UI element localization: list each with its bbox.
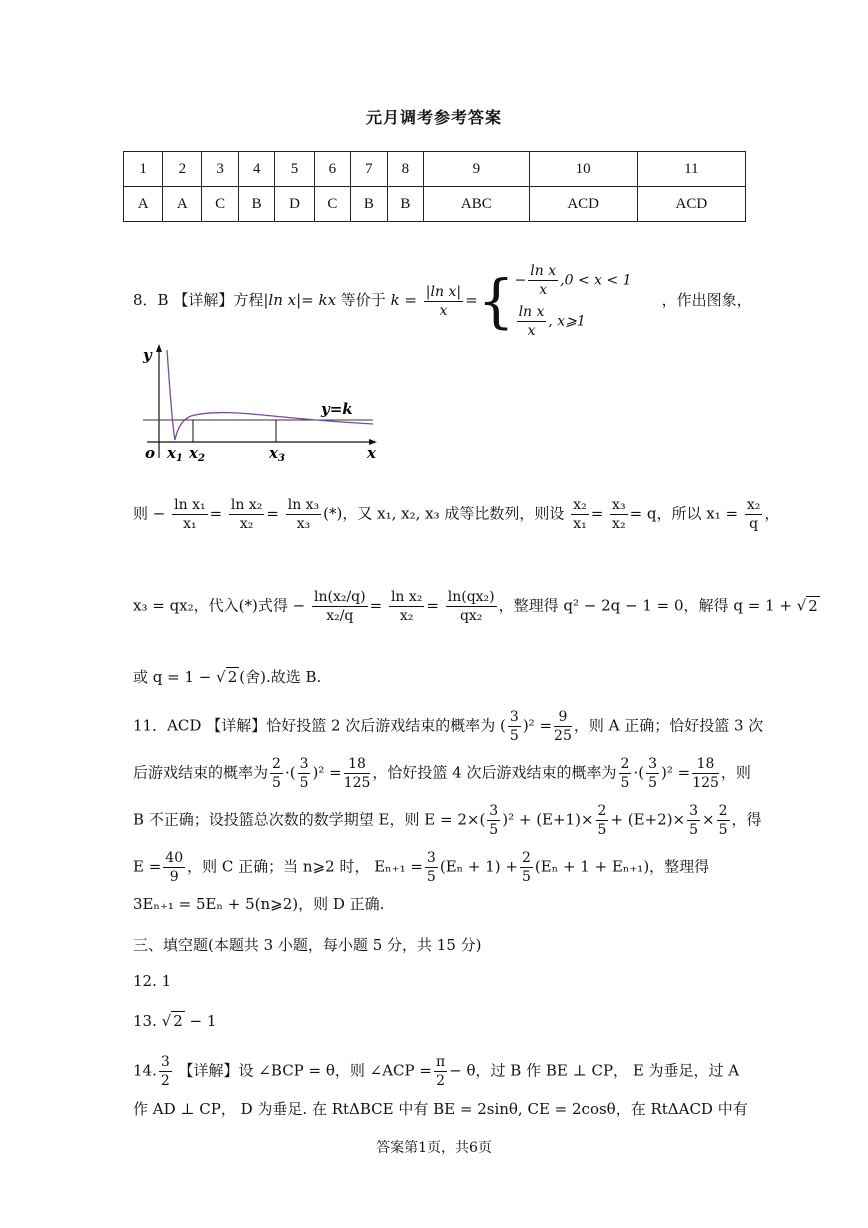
line-b-frac2: $\frac{\text{ln x₂}}{\text{x₂}}$ bbox=[390, 589, 423, 624]
answer-table-answer-cell: A bbox=[124, 187, 163, 222]
answer-table-number-cell: 7 bbox=[351, 152, 387, 187]
answer-table-answer-cell: C bbox=[314, 187, 350, 222]
page-title: 元月调考参考答案 bbox=[365, 108, 502, 127]
answer-table-number-cell: 4 bbox=[238, 152, 274, 187]
q12-answer: 12. 1 bbox=[133, 972, 172, 990]
answer-table-number-cell: 3 bbox=[202, 152, 238, 187]
q8-case-1: − $\frac{\text{ln x}}{x}$ ,0 < x < 1 bbox=[514, 263, 632, 298]
q11-line-5: 3Eₙ₊₁ = 5Eₙ + 5(n⩾2)，则 D 正确. bbox=[133, 895, 385, 913]
q8-head: 8．B 【详解】方程 bbox=[133, 291, 264, 309]
q14-line-1: 14. $\frac{3}{2}$ 【详解】设 ∠BCP = θ，则 ∠ACP = $\frac{\pi}{2}$ − θ，过 B 作 BE ⊥ CP， E 为垂足，过 A bbox=[133, 1054, 740, 1089]
q8-brace: { bbox=[477, 267, 515, 335]
answer-table-answer-row bbox=[124, 187, 746, 222]
y-axis-arrow bbox=[156, 344, 162, 352]
line-a-eq-q: = q，所以 x₁ = bbox=[629, 504, 739, 523]
q11-line-3: B 不正确；设投篮总次数的数学期望 E，则 E = 2×( $\frac{3}{5}$ )² + (E+1)× $\frac{2}{5}$ + (E+2)× $\frac{3}{5}$ × $\frac{2}{5}$ ，得 bbox=[133, 803, 762, 838]
section-3-heading: 三、填空题(本题共 3 小题，每小题 5 分，共 15 分) bbox=[133, 936, 482, 954]
answer-table-number-cell: 11 bbox=[637, 152, 745, 187]
q8-case1-cond: ,0 < x < 1 bbox=[560, 272, 632, 289]
line-b-pre: x₃ = qx₂，代入(*)式得 − bbox=[133, 596, 306, 615]
q8-case-2 bbox=[515, 303, 632, 340]
line-a-frac3: $\frac{\text{ln x₃}}{\text{x₃}}$ bbox=[287, 497, 320, 532]
answer-table-answer-cell: B bbox=[387, 187, 423, 222]
q8-case1-num: ln x bbox=[530, 263, 557, 279]
y-label: y bbox=[143, 346, 152, 364]
answer-table-answer-cell: B bbox=[238, 187, 274, 222]
q8-case2-den: x bbox=[527, 323, 536, 339]
line-a-pre: 则 − bbox=[133, 504, 166, 523]
q8-eq1: |ln x|= kx bbox=[263, 291, 337, 309]
q8-line-b: x₃ = qx₂，代入(*)式得 − $\frac{\text{ln(x₂/q)}}{\text{x₂/q}}$ = $\frac{\text{ln x₂}}{\text{x₂}}$ = $\frac{\text{ln(qx₂)}}{\text{qx₂}}$ ，整理得 q² − 2q − 1 = 0，解得 q = 1 + √ 2 bbox=[133, 589, 818, 624]
q8-case1-den: x bbox=[539, 282, 548, 298]
answer-table-number-cell: 8 bbox=[387, 152, 423, 187]
origin-label: o bbox=[145, 444, 156, 462]
line-a-frac4: $\frac{\text{x₂}}{\text{x₁}}$ bbox=[573, 497, 587, 532]
answer-table-number-cell: 2 bbox=[163, 152, 202, 187]
line-b-sqrt: 2 bbox=[808, 596, 818, 615]
q8-line: 8．B 【详解】方程|ln x|= kx 等价于 k = $\frac{\text{|ln x|}}{x}$ ={ − $\frac{\text{ln x}}{x}$ ,0 < x < 1 $\frac{\text{ln x}}{x}$ , x⩾1 ，作出图象， bbox=[133, 258, 752, 344]
line-a-frac1: $\frac{\text{ln x₁}}{\text{x₁}}$ bbox=[174, 497, 206, 532]
x1-label: $x_1$ bbox=[167, 444, 183, 464]
q8-mid: 等价于 bbox=[336, 291, 391, 309]
answer-table-answer-cell: A bbox=[163, 187, 202, 222]
answer-table-number-cell: 5 bbox=[275, 152, 314, 187]
line-b-end: ，整理得 q² − 2q − 1 = 0，解得 q = 1 + bbox=[498, 596, 797, 615]
answer-table-number-cell: 6 bbox=[314, 152, 350, 187]
page-footer: 答案第1页，共6页 bbox=[376, 1140, 492, 1156]
q13-answer: 13. √ 2 − 1 bbox=[133, 1012, 217, 1030]
line-a-frac2: $\frac{\text{ln x₂}}{\text{x₂}}$ bbox=[230, 497, 263, 532]
answer-table-number-cell: 10 bbox=[529, 152, 637, 187]
q8-case2-cond: , x⩾1 bbox=[548, 313, 586, 330]
q8-line-a: 则 − $\frac{\text{ln x₁}}{\text{x₁}}$ = $\frac{\text{ln x₂}}{\text{x₂}}$ = $\frac{\text{ln x₃}}{\text{x₃}}$ (*)，又 x₁, x₂, x₃ 成等比数列，则设 $\frac{\text{x₂}}{\text{x₁}}$ = $\frac{\text{x₃}}{\text{x₂}}$ = q，所以 x₁ = $\frac{\text{x₂}}{q}$ ， bbox=[133, 497, 780, 532]
q8-frac-den: x bbox=[439, 302, 448, 319]
line-b-frac3: $\frac{\text{ln(qx₂)}}{\text{qx₂}}$ bbox=[447, 589, 495, 624]
q11-line-2: 后游戏结束的概率为 $\frac{2}{5}$ ·( $\frac{3}{5}$ )² = $\frac{18}{125}$ ，恰好投篮 4 次后游戏结束的概率为 $\frac{2}{5}$ ·( $\frac{3}{5}$ )² = $\frac{18}{125}$ ，则 bbox=[133, 756, 751, 791]
x3-label: $x_3$ bbox=[269, 444, 285, 464]
answer-table-answer-cell: ACD bbox=[637, 187, 745, 222]
q11-line-1: 11．ACD 【详解】恰好投篮 2 次后游戏结束的概率为 ( $\frac{3}{5}$ )² = $\frac{9}{25}$ ，则 A 正确；恰好投篮 3 次 bbox=[133, 709, 764, 744]
line-a-star: (*)，又 x₁, x₂, x₃ 成等比数列，则设 bbox=[323, 504, 565, 523]
q8-case2-num: ln x bbox=[518, 304, 545, 320]
answer-table bbox=[123, 151, 746, 222]
line-b-frac1: $\frac{\text{ln(x₂/q)}}{\text{x₂/q}}$ bbox=[313, 589, 366, 624]
line-a-frac5: $\frac{\text{x₃}}{\text{x₂}}$ bbox=[612, 497, 626, 532]
q8-k-eq: k = bbox=[390, 291, 418, 309]
q8-line-c: 或 q = 1 − √ 2 (舍).故选 B. bbox=[133, 668, 322, 686]
answer-table-number-row bbox=[124, 152, 746, 187]
answer-table-number-cell: 1 bbox=[124, 152, 163, 187]
curve bbox=[167, 350, 373, 440]
answer-table-number-cell: 9 bbox=[424, 152, 529, 187]
q11-line-4: E = $\frac{40}{9}$ ，则 C 正确；当 n⩾2 时， Eₙ₊₁ = $\frac{3}{5}$ (Eₙ + 1) + $\frac{2}{5}$ (Eₙ + 1 + Eₙ₊₁)，整理得 bbox=[133, 850, 710, 885]
answer-table-answer-cell: C bbox=[202, 187, 238, 222]
q14-line-2: 作 AD ⊥ CP， D 为垂足. 在 RtΔBCE 中有 BE = 2sinθ, CE = 2cosθ，在 RtΔACD 中有 bbox=[133, 1100, 748, 1118]
line-a-frac6: $\frac{\text{x₂}}{q}$ bbox=[746, 497, 761, 532]
q8-frac-num: |ln x| bbox=[425, 283, 462, 300]
q8-tail: ，作出图象， bbox=[661, 291, 752, 309]
x-label: x bbox=[367, 444, 376, 462]
q8-fraction bbox=[424, 283, 463, 320]
q8-cases bbox=[515, 258, 632, 344]
line-label: y=k bbox=[321, 400, 353, 418]
answer-table-answer-cell: D bbox=[275, 187, 314, 222]
x2-label: $x_2$ bbox=[189, 444, 205, 464]
answer-table-answer-cell: B bbox=[351, 187, 387, 222]
answer-table-answer-cell: ACD bbox=[529, 187, 637, 222]
q8-graph bbox=[133, 340, 383, 465]
answer-table-answer-cell: ABC bbox=[424, 187, 529, 222]
